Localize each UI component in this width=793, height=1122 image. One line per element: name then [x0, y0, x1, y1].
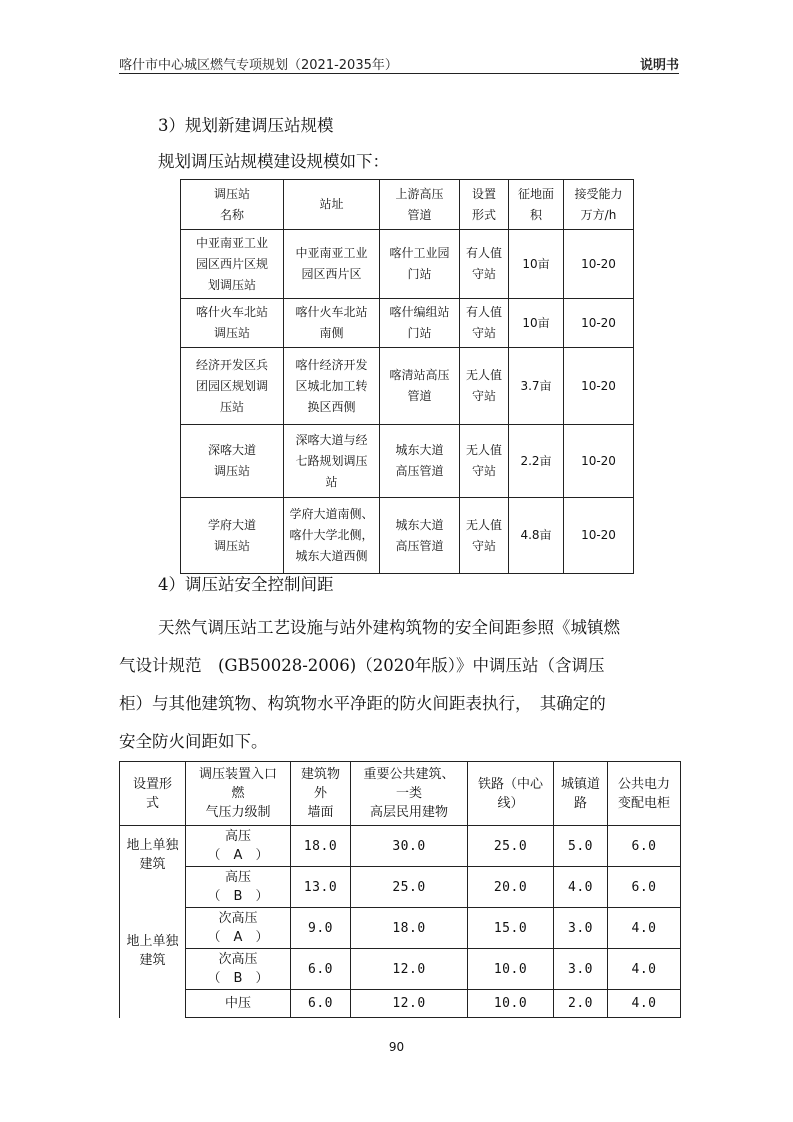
- table1-cell: 中亚南亚工业 园区西片区: [284, 230, 380, 299]
- table1-cell: 经济开发区兵 团园区规划调 压站: [181, 348, 284, 425]
- table2-header-row: [120, 762, 681, 826]
- table1-cell: 4.8亩: [509, 498, 564, 574]
- pressure-level-cell: 次高压 （ B ）: [186, 949, 291, 990]
- table-row: [181, 425, 634, 498]
- table2-value-cell: 6.0: [608, 826, 681, 867]
- section-4-heading: 4）调压站安全控制间距: [158, 575, 334, 594]
- section-4-paragraph-line: 安全防火间距如下。: [119, 732, 268, 751]
- table-row: [120, 908, 681, 949]
- table1-cell: 喀什火车北站 调压站: [181, 299, 284, 348]
- page-header: [119, 52, 679, 74]
- table-row: [181, 299, 634, 348]
- table2-value-cell: 6.0: [291, 949, 351, 990]
- table2-value-cell: 5.0: [554, 826, 608, 867]
- table2-value-cell: 18.0: [291, 826, 351, 867]
- table1-cell: 10亩: [509, 299, 564, 348]
- table1-cell: 城东大道 高压管道: [380, 498, 460, 574]
- table1-header-cell: 征地面 积: [509, 180, 564, 230]
- section-3-heading: 3）规划新建调压站规模: [158, 116, 334, 135]
- pressure-level-cell: 高压 （ B ）: [186, 867, 291, 908]
- table1-cell: 喀什工业园 门站: [380, 230, 460, 299]
- section-4-paragraph-line: 柜）与其他建筑物、构筑物水平净距的防火间距表执行， 其确定的: [119, 694, 606, 713]
- table2-value-cell: 2.0: [554, 990, 608, 1018]
- table1-cell: 2.2亩: [509, 425, 564, 498]
- table1-header-cell: 接受能力 万方/h: [564, 180, 634, 230]
- table1-cell: 有人值 守站: [460, 299, 509, 348]
- table1-cell: 10-20: [564, 230, 634, 299]
- table1-header-cell: 设置 形式: [460, 180, 509, 230]
- table2-value-cell: 10.0: [468, 990, 554, 1018]
- table1-cell: 3.7亩: [509, 348, 564, 425]
- document-title: 喀什市中心城区燃气专项规划（2021-2035年）: [119, 58, 398, 73]
- table2-header-cell: 铁路（中心 线）: [468, 762, 554, 826]
- table2-value-cell: 30.0: [351, 826, 468, 867]
- pressure-level-cell: 高压 （ A ）: [186, 826, 291, 867]
- page-number: 90: [388, 1040, 405, 1054]
- document-type-label: 说明书: [639, 58, 679, 73]
- table1-cell: 喀什编组站 门站: [380, 299, 460, 348]
- setting-form-label: 地上单独 建筑: [120, 908, 186, 1018]
- section-4-paragraph-line: 气设计规范 (GB50028-2006)（2020年版）》中调压站（含调压: [119, 656, 605, 675]
- pressure-level-cell: 次高压 （ A ）: [186, 908, 291, 949]
- table1-cell: 喀什经济开发 区城北加工转 换区西侧: [284, 348, 380, 425]
- table2-value-cell: 4.0: [554, 867, 608, 908]
- table1-cell: 中亚南亚工业 园区西片区规 划调压站: [181, 230, 284, 299]
- table1-header-cell: 站址: [284, 180, 380, 230]
- table1-cell: 学府大道南侧、 喀什大学北侧， 城东大道西侧: [284, 498, 380, 574]
- setting-form-label: 地上单独 建筑: [120, 826, 186, 908]
- table-row: [120, 949, 681, 990]
- table2-header-cell: 调压装置入口 燃 气压力级制: [186, 762, 291, 826]
- table2-value-cell: 15.0: [468, 908, 554, 949]
- table2-value-cell: 12.0: [351, 949, 468, 990]
- table-row: [181, 348, 634, 425]
- table2-value-cell: 4.0: [608, 908, 681, 949]
- table2-header-cell: 重要公共建筑、 一类 高层民用建物: [351, 762, 468, 826]
- table2-value-cell: 10.0: [468, 949, 554, 990]
- table2-header-cell: 城镇道 路: [554, 762, 608, 826]
- table1-cell: 无人值 守站: [460, 348, 509, 425]
- table2-header-cell: 建筑物 外 墙面: [291, 762, 351, 826]
- table1-cell: 10-20: [564, 425, 634, 498]
- pressure-level-cell: 中压: [186, 990, 291, 1018]
- header-rule: [119, 73, 679, 74]
- table1-cell: 喀清站高压 管道: [380, 348, 460, 425]
- table1-cell: 无人值 守站: [460, 498, 509, 574]
- regulator-station-scale-table: [180, 179, 634, 574]
- table1-cell: 10-20: [564, 299, 634, 348]
- table2-header-cell: 设置形 式: [120, 762, 186, 826]
- table2-value-cell: 12.0: [351, 990, 468, 1018]
- table-row: [120, 867, 681, 908]
- table2-value-cell: 18.0: [351, 908, 468, 949]
- table1-cell: 深喀大道 调压站: [181, 425, 284, 498]
- table2-value-cell: 4.0: [608, 949, 681, 990]
- table2-value-cell: 4.0: [608, 990, 681, 1018]
- table2-value-cell: 13.0: [291, 867, 351, 908]
- table2-value-cell: 6.0: [608, 867, 681, 908]
- table2-value-cell: 25.0: [468, 826, 554, 867]
- table-row: [181, 230, 634, 299]
- section-4-paragraph-line: 天然气调压站工艺设施与站外建构筑物的安全间距参照《城镇燃: [158, 618, 620, 637]
- table1-cell: 深喀大道与经 七路规划调压 站: [284, 425, 380, 498]
- table-row: [120, 826, 681, 867]
- table1-cell: 10-20: [564, 348, 634, 425]
- table2-value-cell: 9.0: [291, 908, 351, 949]
- table1-header-cell: 调压站 名称: [181, 180, 284, 230]
- table2-value-cell: 3.0: [554, 949, 608, 990]
- table1-cell: 喀什火车北站 南侧: [284, 299, 380, 348]
- table2-value-cell: 6.0: [291, 990, 351, 1018]
- table1-cell: 10-20: [564, 498, 634, 574]
- table1-cell: 学府大道 调压站: [181, 498, 284, 574]
- section-3-intro: 规划调压站规模建设规模如下：: [158, 152, 389, 171]
- table1-cell: 无人值 守站: [460, 425, 509, 498]
- table2-header-cell: 公共电力 变配电柜: [608, 762, 681, 826]
- table1-header-cell: 上游高压 管道: [380, 180, 460, 230]
- table2-value-cell: 25.0: [351, 867, 468, 908]
- table1-cell: 10亩: [509, 230, 564, 299]
- table1-header-row: [181, 180, 634, 230]
- safety-distance-table: [119, 761, 681, 1018]
- table2-value-cell: 20.0: [468, 867, 554, 908]
- table1-cell: 城东大道 高压管道: [380, 425, 460, 498]
- table-row: [120, 990, 681, 1018]
- table-row: [181, 498, 634, 574]
- table2-value-cell: 3.0: [554, 908, 608, 949]
- table1-cell: 有人值 守站: [460, 230, 509, 299]
